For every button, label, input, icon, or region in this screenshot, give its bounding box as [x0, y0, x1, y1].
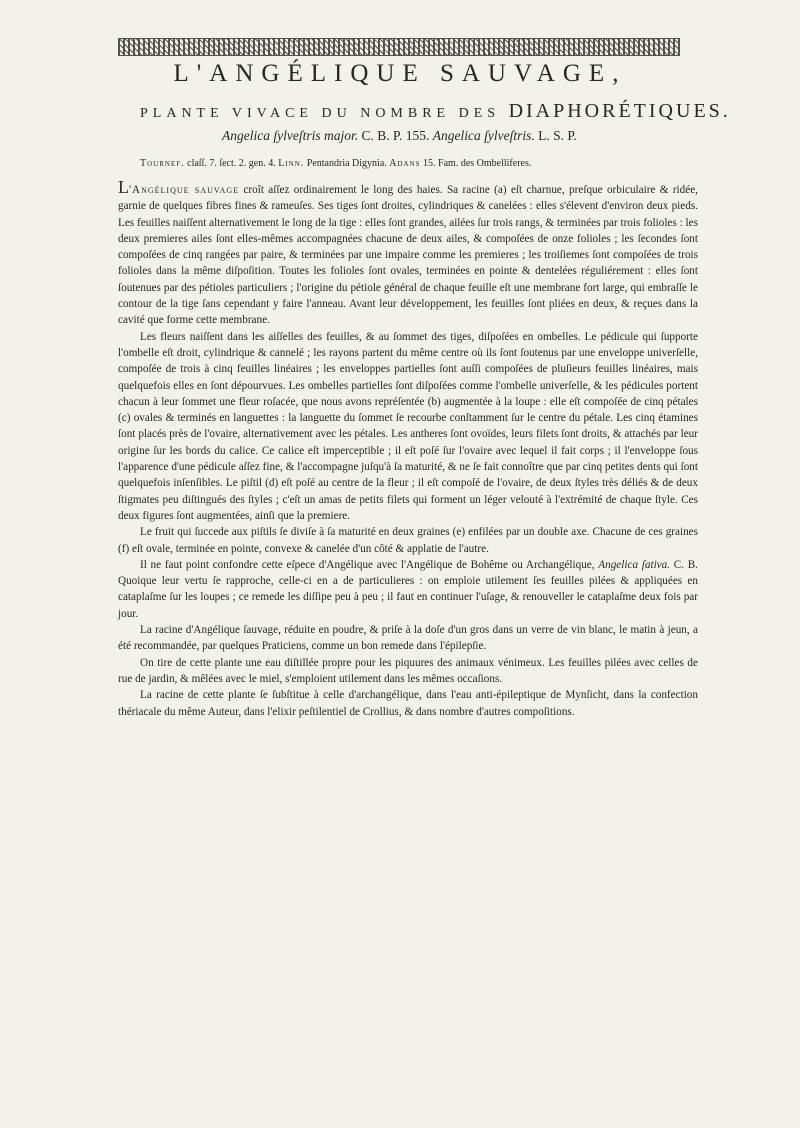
paragraph-root-use: La racine d'Angélique ſauvage, réduite en poudre, & priſe à la doſe d'un gros dans un verre de vin blanc, le matin à jeun, a été recommandée, par quelques Praticiens, comme un bon remede dans l'épilepſie.	[118, 624, 698, 653]
lead-words: 'Angélique sauvage	[129, 184, 240, 196]
classification-line	[140, 158, 700, 169]
paragraph-compositions: La racine de cette plante ſe ſubſtitue à celle d'archangélique, dans l'eau anti-épileptique de Mynſicht, dans la confection thériacale du même Auteur, dans l'elixir peſtilentiel de Crollius, & dans nombre d'autres compoſitions.	[118, 689, 698, 718]
paragraph-flowers: Les fleurs naiſſent dans les aiſſelles des feuilles, & au ſommet des tiges, diſpoſées en ombelles. Le pédicule qui ſupporte l'ombelle eſt droit, cylindrique & cannelé ; les rayons partent du même centre où ils ſont ſoutenus par une enveloppe univerſelle, compoſée de trois à cinq feuilles linéaires ; les enveloppes partielles ſont auſſi compoſées de pluſieurs feuilles linéaires, mais quelquefois elles en ſont dépourvues. Les ombelles partielles ſont diſpoſées comme l'ombelle univerſelle, & les pédicules portent chacun à leur ſommet une fleur roſacée, que nous avons repréſentée (b) augmentée à la loupe : elle eſt compoſée de cinq pétales (c) ovales & terminés en languettes : la languette du ſommet ſe recourbe conſtamment ſur le centre du pétale. Les cinq étamines ſont placés près de l'ovaire, alternativement avec les pétales. Les antheres ſont ovoïdes, leurs filets ſont droits, & attachés par leur origine ſur les bords du calice. Ce calice eſt imperceptible ; il eſt poſé ſur l'ovaire avec lequel il fait corps ; il l'enveloppe ſous l'apparence d'une pédicule aſſez fine, & l'accompagne juſqu'à ſa maturité, & ne ſe fait connoître que par cinq petites dents qui ſont quelquefois inſenſibles. Le piſtil (d) eſt poſé au centre de la fleur ; il eſt compoſé de l'ovaire, de deux ſtyles très déliés & de deux ſtigmates peu diſtingués des ſtyles ; c'eſt un amas de petits filets qui forment un léger velouté à l'extrémité de chaque ſtyle. Ces deux figures ſont augmentées, ainſi que la premiere.	[118, 330, 698, 522]
ornamental-border	[118, 38, 680, 56]
page-subtitle	[140, 100, 731, 123]
paragraph-distilled-water: On tire de cette plante une eau diſtillée propre pour les piquures des animaux vénimeux. Les feuilles pilées avec celles de rue de jardin, & mêlées avec le miel, s'emploient utilement dans les mêmes occaſions.	[118, 656, 698, 685]
author-tournefort: Tournef.	[140, 158, 185, 169]
body-text	[118, 177, 698, 720]
paragraph-1-text: croît aſſez ordinairement le long des haies. Sa racine (a) eſt charnue, preſque orbiculaire & ridée, garnie de quelques fibres fines & rameuſes. Ses tiges ſont droites, cylindriques & canelées : elles s'élevent d'environ deux pieds. Les feuilles naiſſent alternativement le long de la tige : elles ſont grandes, ailées ſur trois rangs, & terminées par trois folioles : les deux premieres ailes ſont elles-mêmes accompagnées chacune de deux ailes, & compoſées de onze folioles ; les ſecondes ſont compoſées de cinq rangées par paire, & terminées par une impaire comme les premieres ; les troiſiemes ſont compoſées de trois folioles dans la même diſpoſition. Toutes les folioles ſont ovales, terminées en pointe & dentelées réguliérement : elles ſont ſoutenues par des pétioles particuliers ; l'origine du pétiole général de chaque feuille eſt une membrane fort large, qui embraſſe le contour de la tige ſans cependant y faire l'anneau. Avant leur développement, les feuilles ſont pliées en deux, & reçues dans la cavité que forme cette membrane.	[118, 184, 698, 327]
synonym-name-2: Angelica ſylveſtris.	[432, 128, 535, 143]
synonyms-line	[222, 128, 722, 144]
synonym-ref-1: C. B. P. 155.	[361, 128, 430, 143]
paragraph-4-text-a: Il ne faut point confondre cette eſpece d'Angélique avec l'Angélique de Bohême ou Archangélique,	[140, 558, 595, 571]
classification-text-3: 15. Fam. des Ombelliferes.	[423, 158, 532, 169]
classification-text-2: Pentandria Digynia.	[306, 158, 387, 169]
page-title: L'ANGÉLIQUE SAUVAGE,	[173, 60, 627, 87]
paragraph-distinction	[118, 557, 698, 622]
author-adanson: Adans	[389, 158, 421, 169]
paragraph-4-species: Angelica ſativa.	[598, 558, 671, 571]
synonym-ref-2: L. S. P.	[538, 128, 577, 143]
author-linnaeus: Linn.	[278, 158, 305, 169]
subtitle-text: PLANTE VIVACE DU NOMBRE DES	[140, 106, 501, 121]
synonym-name-1: Angelica ſylveſtris major.	[222, 128, 359, 143]
paragraph-fruit: Le fruit qui ſuccede aux piſtils ſe diviſe à ſa maturité en deux graines (e) enfilées par un double axe. Chacune de ces graines (f) eſt ovale, terminée en pointe, convexe & canelée d'un côté & applatie de l'autre.	[118, 526, 698, 555]
paragraph-4-text-b: C. B. Quoique leur vertu ſe rapproche, celle-ci en a de particulieres : on emploie utilement ſes feuilles pilées & appliquées en cataplaſme ſur les loupes ; ce remede les diſſipe peu à peu ; il faut en continuer l'uſage, & renouveller le cataplaſme deux fois par jour.	[118, 558, 698, 620]
paragraph-description	[118, 177, 698, 329]
classification-text-1: claſſ. 7. ſect. 2. gen. 4.	[187, 158, 276, 169]
drop-cap: L	[118, 177, 129, 197]
subtitle-category: DIAPHORÉTIQUES.	[508, 100, 731, 122]
